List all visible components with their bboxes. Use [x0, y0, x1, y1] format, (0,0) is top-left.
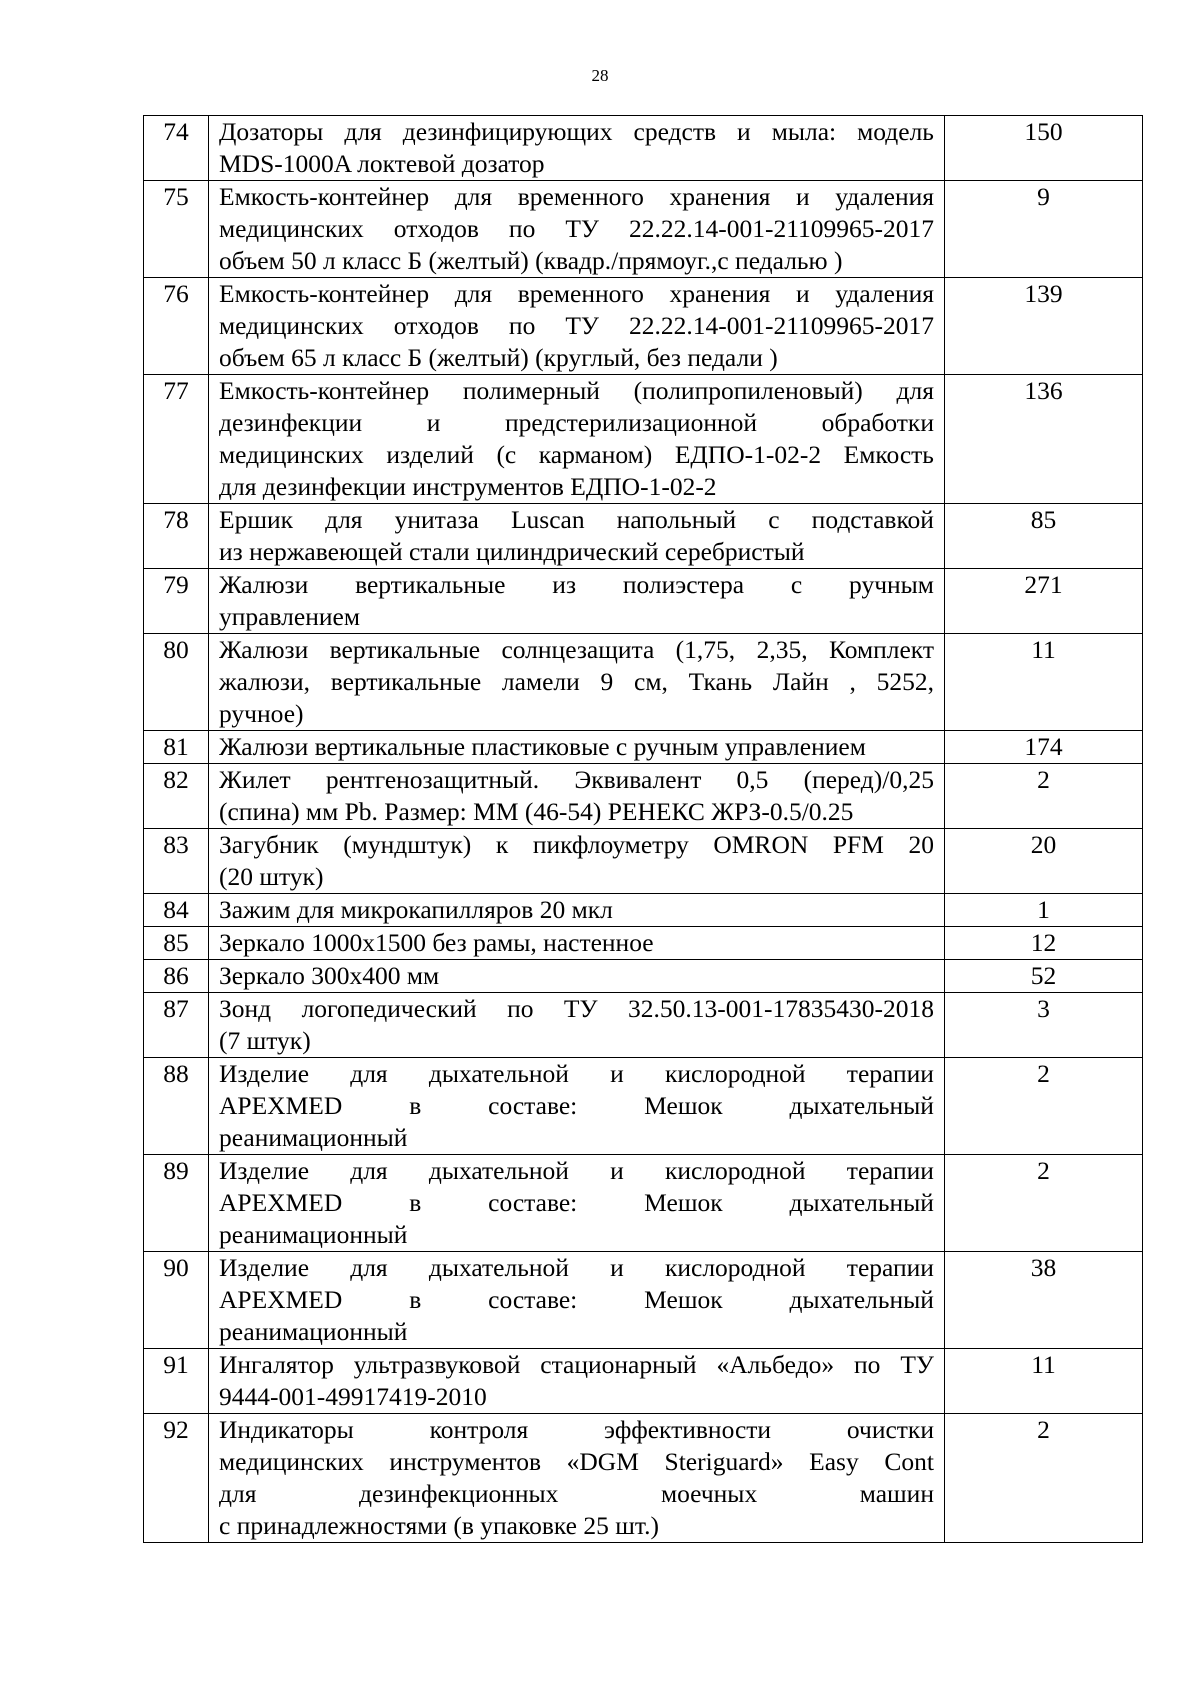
word: моечных — [660, 1479, 758, 1508]
item-name-line — [219, 1155, 934, 1187]
item-quantity: 2 — [945, 1155, 1143, 1252]
word: см, — [634, 667, 668, 696]
table-row — [144, 634, 1143, 731]
word: в — [409, 1091, 422, 1120]
word: ЕДПО-1-02-2 — [674, 440, 822, 469]
item-quantity: 2 — [945, 764, 1143, 829]
item-name-line — [219, 181, 934, 213]
word: кислородной — [664, 1253, 806, 1282]
word: (мундштук) — [343, 830, 472, 859]
word: (полипропиленовый) — [633, 376, 863, 405]
item-name-line — [219, 278, 934, 310]
word: (перед)/0,25 — [803, 765, 934, 794]
item-quantity: 139 — [945, 278, 1143, 375]
item-name-line — [219, 1187, 934, 1219]
item-name-line — [219, 213, 934, 245]
word: кислородной — [664, 1059, 806, 1088]
word: для — [350, 1156, 388, 1185]
word: Комплект — [828, 635, 934, 664]
word: Мешок — [644, 1285, 723, 1314]
item-name-line — [219, 764, 934, 796]
word: Лайн — [772, 667, 829, 696]
word: напольный — [616, 505, 737, 534]
word: Easy — [809, 1447, 859, 1476]
word: Дозаторы — [219, 117, 324, 146]
item-name-line — [219, 439, 934, 471]
word: Емкость-контейнер — [219, 376, 430, 405]
word: Емкость — [843, 440, 934, 469]
table-row — [144, 569, 1143, 634]
row-number: 90 — [144, 1252, 209, 1349]
item-quantity: 52 — [945, 960, 1143, 993]
item-quantity: 9 — [945, 181, 1143, 278]
word: медицинских — [219, 214, 364, 243]
word: с — [768, 505, 780, 534]
word: по — [854, 1350, 881, 1379]
word: дыхательной — [428, 1059, 569, 1088]
word: 0,5 — [736, 765, 769, 794]
word: эффективности — [604, 1415, 772, 1444]
item-name-line: 9444-001-49917419-2010 — [219, 1382, 487, 1411]
word: Изделие — [219, 1059, 310, 1088]
item-name — [209, 1058, 945, 1155]
word: и — [426, 408, 441, 437]
word: терапии — [846, 1156, 934, 1185]
word: ТУ — [563, 994, 598, 1023]
item-name — [209, 1155, 945, 1252]
item-name-line: Зеркало 1000х1500 без рамы, настенное — [219, 928, 654, 957]
row-number: 83 — [144, 829, 209, 894]
word: и — [795, 182, 810, 211]
row-number: 89 — [144, 1155, 209, 1252]
item-name-line: Зеркало 300х400 мм — [219, 961, 440, 990]
word: стационарный — [540, 1350, 697, 1379]
item-quantity: 1 — [945, 894, 1143, 927]
table-row — [144, 764, 1143, 829]
item-name — [209, 764, 945, 829]
word: Steriguard» — [664, 1447, 784, 1476]
item-name — [209, 894, 945, 927]
word: предстерилизационной — [504, 408, 758, 437]
item-name-line: Жалюзи вертикальные пластиковые с ручным управлением — [219, 732, 866, 761]
item-name — [209, 960, 945, 993]
word: удаления — [835, 279, 934, 308]
word: для — [219, 1479, 257, 1508]
word: Жалюзи — [219, 570, 309, 599]
word: и — [737, 117, 751, 146]
item-name-line: для дезинфекции инструментов ЕДПО-1-02-2 — [219, 472, 717, 501]
word: дыхательной — [428, 1253, 569, 1282]
item-name-line — [219, 569, 934, 601]
word: модель — [857, 117, 934, 146]
word: терапии — [846, 1059, 934, 1088]
word: полимерный — [462, 376, 600, 405]
word: с — [790, 570, 803, 599]
row-number: 80 — [144, 634, 209, 731]
word: «Альбедо» — [716, 1350, 835, 1379]
word: для — [325, 505, 363, 534]
word: для — [454, 279, 493, 308]
word: кислородной — [664, 1156, 806, 1185]
word: средств — [633, 117, 717, 146]
row-number: 79 — [144, 569, 209, 634]
item-quantity: 136 — [945, 375, 1143, 504]
item-quantity: 85 — [945, 504, 1143, 569]
item-name-line: (7 штук) — [219, 1026, 311, 1055]
item-name-line: (20 штук) — [219, 862, 324, 891]
table-row — [144, 504, 1143, 569]
item-name — [209, 181, 945, 278]
table-row — [144, 993, 1143, 1058]
word: и — [610, 1253, 624, 1282]
word: Cont — [884, 1447, 934, 1476]
word: хранения — [669, 279, 771, 308]
item-name-line: реанимационный — [219, 1317, 408, 1346]
word: карманом) — [538, 440, 653, 469]
item-name-line: с принадлежностями (в упаковке 25 шт.) — [219, 1511, 659, 1540]
word: составе: — [488, 1091, 578, 1120]
word: по — [507, 994, 534, 1023]
word: хранения — [669, 182, 771, 211]
word: медицинских — [219, 440, 364, 469]
word: дыхательный — [789, 1285, 934, 1314]
word: Емкость-контейнер — [219, 279, 430, 308]
item-name-line: ручное) — [219, 699, 304, 728]
word: дыхательный — [789, 1091, 934, 1120]
items-table — [143, 115, 1143, 1543]
table-row — [144, 1155, 1143, 1252]
row-number: 85 — [144, 927, 209, 960]
item-name-line: из нержавеющей стали цилиндрический серебристый — [219, 537, 805, 566]
item-name-line — [219, 1446, 934, 1478]
word: изделий — [386, 440, 474, 469]
word: APEXMED — [219, 1188, 343, 1217]
item-quantity: 2 — [945, 1058, 1143, 1155]
item-name-line: объем 65 л класс Б (желтый) (круглый, без педали ) — [219, 343, 778, 372]
word: по — [508, 311, 536, 340]
word: Индикаторы — [219, 1415, 354, 1444]
word: дыхательный — [789, 1188, 934, 1217]
word: Зонд — [219, 994, 272, 1023]
item-name-line: реанимационный — [219, 1123, 408, 1152]
word: APEXMED — [219, 1285, 343, 1314]
item-quantity: 174 — [945, 731, 1143, 764]
table-row — [144, 1414, 1143, 1543]
row-number: 75 — [144, 181, 209, 278]
word: временного — [517, 279, 644, 308]
item-name-line — [219, 1414, 934, 1446]
table-row — [144, 829, 1143, 894]
word: составе: — [488, 1285, 578, 1314]
word: 20 — [908, 830, 934, 859]
item-name-line — [219, 634, 934, 666]
word: дыхательной — [428, 1156, 569, 1185]
word: для — [896, 376, 934, 405]
item-name-line: (спина) мм Pb. Размер: ММ (46-54) РЕНЕКС ЖРЗ-0.5/0.25 — [219, 797, 854, 826]
item-name-line: реанимационный — [219, 1220, 408, 1249]
item-name-line — [219, 1090, 934, 1122]
item-name-line — [219, 993, 934, 1025]
word: унитаза — [394, 505, 479, 534]
item-name-line — [219, 310, 934, 342]
word: ультразвуковой — [353, 1350, 521, 1379]
word: подставкой — [811, 505, 934, 534]
row-number: 86 — [144, 960, 209, 993]
item-name — [209, 504, 945, 569]
word: OMRON — [713, 830, 809, 859]
word: Изделие — [219, 1156, 310, 1185]
item-name-line: Зажим для микрокапилляров 20 мкл — [219, 895, 613, 924]
row-number: 78 — [144, 504, 209, 569]
word: обработки — [821, 408, 934, 437]
word: к — [495, 830, 509, 859]
word: по — [508, 214, 536, 243]
word: Мешок — [644, 1188, 723, 1217]
table-row — [144, 181, 1143, 278]
word: вертикальные — [355, 570, 506, 599]
word: Ткань — [688, 667, 753, 696]
page-number: 28 — [591, 66, 609, 85]
word: удаления — [835, 182, 934, 211]
item-quantity: 12 — [945, 927, 1143, 960]
table-row — [144, 927, 1143, 960]
word: из — [552, 570, 577, 599]
row-number: 87 — [144, 993, 209, 1058]
word: терапии — [846, 1253, 934, 1282]
word: машин — [859, 1479, 934, 1508]
item-name-line — [219, 407, 934, 439]
word: логопедический — [301, 994, 477, 1023]
word: ламели — [501, 667, 580, 696]
item-name-line — [219, 504, 934, 536]
item-name-line — [219, 1284, 934, 1316]
item-quantity: 20 — [945, 829, 1143, 894]
item-quantity: 2 — [945, 1414, 1143, 1543]
item-name — [209, 116, 945, 181]
word: мыла: — [771, 117, 837, 146]
word: Ингалятор — [219, 1350, 334, 1379]
item-quantity: 150 — [945, 116, 1143, 181]
word: 22.22.14-001-21109965-2017 — [628, 311, 934, 340]
word: Изделие — [219, 1253, 310, 1282]
word: , — [849, 667, 856, 696]
table-row — [144, 1349, 1143, 1414]
item-name — [209, 375, 945, 504]
item-name — [209, 634, 945, 731]
row-number: 81 — [144, 731, 209, 764]
word: ручным — [849, 570, 934, 599]
word: для — [454, 182, 493, 211]
item-name-line: управлением — [219, 602, 360, 631]
word: дезинфекционных — [358, 1479, 559, 1508]
word: очистки — [846, 1415, 934, 1444]
word: вертикальные — [329, 635, 481, 664]
word: медицинских — [219, 311, 364, 340]
item-name-line — [219, 666, 934, 698]
table-row — [144, 278, 1143, 375]
row-number: 88 — [144, 1058, 209, 1155]
row-number: 74 — [144, 116, 209, 181]
item-name-line — [219, 829, 934, 861]
item-quantity: 11 — [945, 1349, 1143, 1414]
word: 5252, — [876, 667, 934, 696]
word: для — [344, 117, 382, 146]
item-name-line — [219, 1252, 934, 1284]
word: дезинфекции — [219, 408, 363, 437]
word: дезинфицирующих — [402, 117, 613, 146]
item-name — [209, 569, 945, 634]
word: полиэстера — [622, 570, 745, 599]
item-name-line: MDS-1000A локтевой дозатор — [219, 149, 545, 178]
word: инструментов — [389, 1447, 542, 1476]
row-number: 77 — [144, 375, 209, 504]
word: Загубник — [219, 830, 319, 859]
word: Luscan — [510, 505, 585, 534]
item-name — [209, 731, 945, 764]
word: и — [610, 1156, 624, 1185]
word: жалюзи, — [219, 667, 311, 696]
word: рентгенозащитный. — [325, 765, 540, 794]
table-row — [144, 116, 1143, 181]
word: пикфлоуметру — [532, 830, 689, 859]
word: Мешок — [644, 1091, 723, 1120]
row-number: 92 — [144, 1414, 209, 1543]
item-name — [209, 1252, 945, 1349]
item-name-line — [219, 375, 934, 407]
word: и — [795, 279, 810, 308]
table-row — [144, 894, 1143, 927]
word: Жилет — [219, 765, 291, 794]
word: для — [350, 1253, 388, 1282]
item-name — [209, 993, 945, 1058]
word: контроля — [429, 1415, 529, 1444]
item-name — [209, 927, 945, 960]
word: для — [350, 1059, 388, 1088]
word: 22.22.14-001-21109965-2017 — [628, 214, 934, 243]
item-quantity: 38 — [945, 1252, 1143, 1349]
item-quantity: 11 — [945, 634, 1143, 731]
item-name-line — [219, 116, 934, 148]
table-row — [144, 1252, 1143, 1349]
word: Эквивалент — [574, 765, 702, 794]
item-name-line: объем 50 л класс Б (желтый) (квадр./прямоуг.,с педалью ) — [219, 246, 843, 275]
word: (1,75, — [675, 635, 736, 664]
word: в — [409, 1188, 422, 1217]
word: (с — [496, 440, 517, 469]
item-name-line — [219, 1058, 934, 1090]
word: и — [610, 1059, 624, 1088]
word: «DGM — [566, 1447, 639, 1476]
word: Ершик — [219, 505, 293, 534]
word: 32.50.13-001-17835430-2018 — [627, 994, 934, 1023]
word: Емкость-контейнер — [219, 182, 430, 211]
item-name — [209, 1349, 945, 1414]
word: APEXMED — [219, 1091, 343, 1120]
row-number: 82 — [144, 764, 209, 829]
word: солнцезащита — [501, 635, 655, 664]
word: отходов — [393, 311, 479, 340]
table-row — [144, 731, 1143, 764]
word: медицинских — [219, 1447, 364, 1476]
table-row — [144, 1058, 1143, 1155]
word: ТУ — [900, 1350, 934, 1379]
item-name-line — [219, 1478, 934, 1510]
item-name — [209, 278, 945, 375]
row-number: 84 — [144, 894, 209, 927]
word: временного — [517, 182, 644, 211]
item-name-line — [219, 1349, 934, 1381]
table-row — [144, 960, 1143, 993]
word: составе: — [488, 1188, 578, 1217]
word: PFM — [832, 830, 884, 859]
items-table-body — [144, 116, 1143, 1543]
item-name — [209, 1414, 945, 1543]
word: в — [409, 1285, 422, 1314]
word: 9 — [600, 667, 614, 696]
word: ТУ — [565, 214, 599, 243]
table-row — [144, 375, 1143, 504]
word: вертикальные — [330, 667, 482, 696]
word: отходов — [393, 214, 479, 243]
item-name — [209, 829, 945, 894]
row-number: 91 — [144, 1349, 209, 1414]
row-number: 76 — [144, 278, 209, 375]
item-quantity: 271 — [945, 569, 1143, 634]
item-quantity: 3 — [945, 993, 1143, 1058]
word: Жалюзи — [219, 635, 309, 664]
word: ТУ — [565, 311, 599, 340]
word: 2,35, — [756, 635, 808, 664]
